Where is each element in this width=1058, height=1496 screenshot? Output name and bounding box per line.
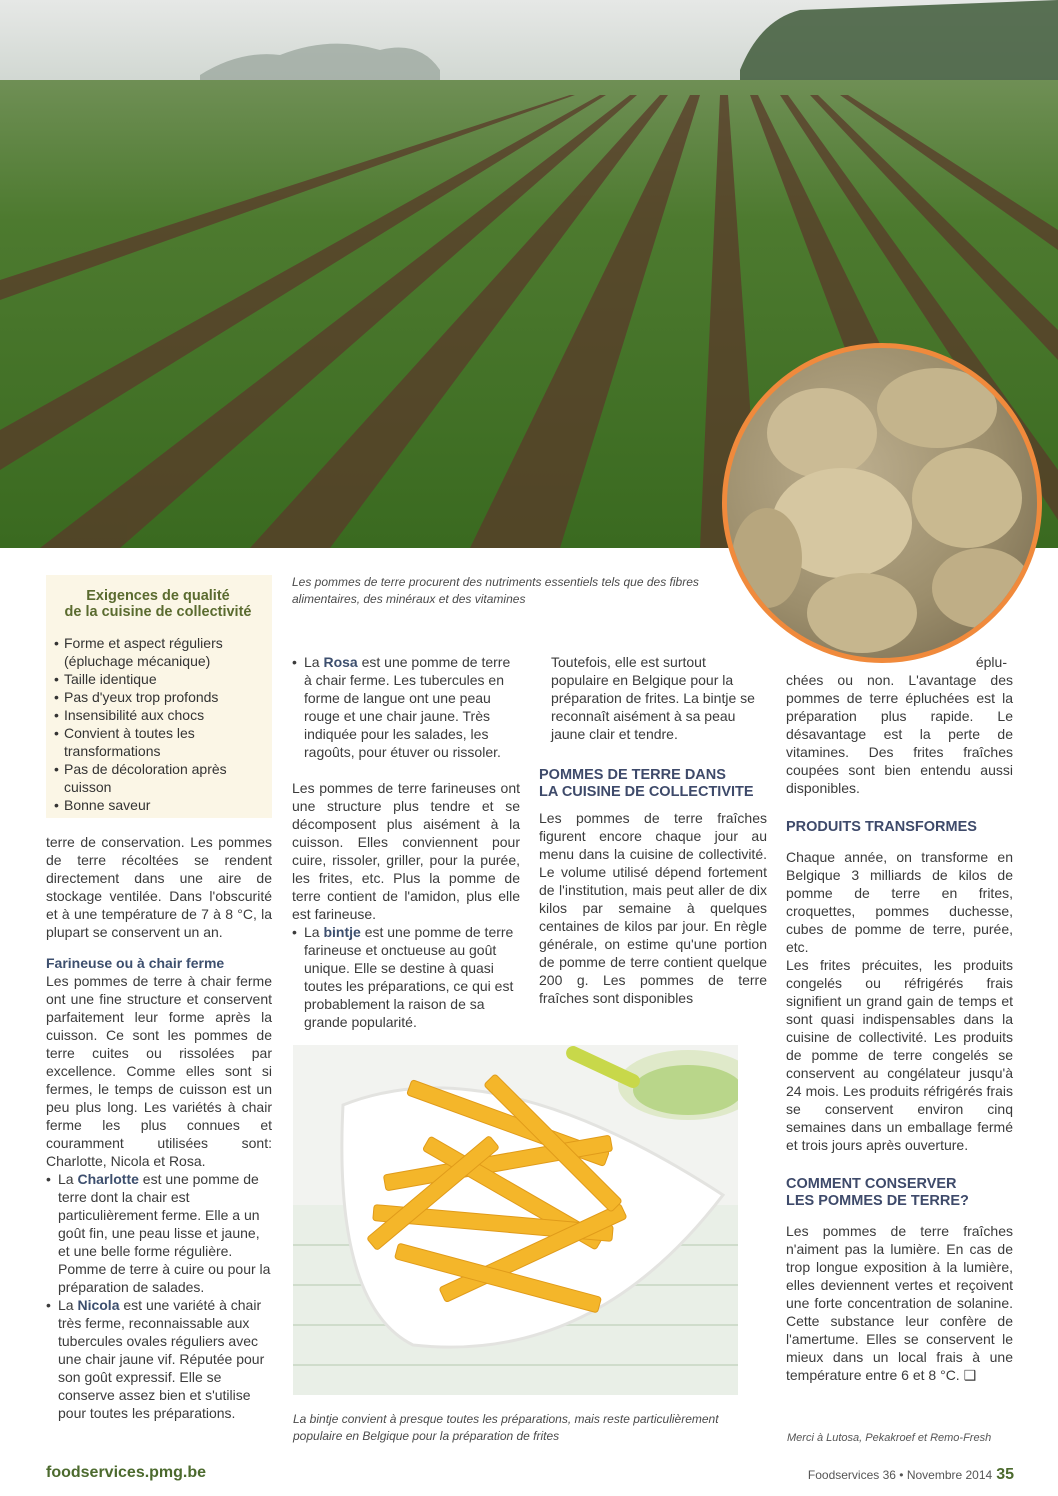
col2-bullet-rosa: • La Rosa est une pomme de terre à chair ferme. Les tubercules en forme de langue ont une peau rouge et une chair jaune. Très indiquée pour les salades, les ragoûts, pour étuver ou rissoler. <box>292 654 511 760</box>
col4-intro-a: éplu- <box>975 654 1007 670</box>
col1-bullet-charlotte: • La Charlotte est une pomme de terre dont la chair est particulièrement ferme. Elle a un goût fin, une peau lisse et jaune, et une belle forme régulière. Pomme de terre à cuire ou pour la préparation de salades. <box>46 1171 271 1295</box>
page-number: 35 <box>996 1466 1014 1483</box>
box-title: Exigences de qualité de la cuisine de collectivité <box>64 588 252 620</box>
col3-heading: POMMES DE TERRE DANS LA CUISINE DE COLLECTIVITE <box>539 767 754 800</box>
col2-para: Les pommes de terre farineuses ont une structure plus tendre et se décomposent plus aisément à la cuisson. Elles conviennent pour cuire, rissoler, griller, pour la purée, les frites, etc. Plus la pomme de terre contient de l'amidon, plus elle est farineuse. <box>292 780 520 922</box>
list-item: • Pas de décoloration après cuisson <box>54 760 262 796</box>
list-item: • Taille identique <box>54 670 262 688</box>
potatoes-photo <box>722 343 1042 663</box>
fries-photo <box>293 1045 738 1395</box>
photo-caption-bottom: La bintje convient à presque toutes les préparations, mais reste particulièrement populaire en Belgique pour la préparation de frites <box>293 1412 719 1443</box>
col1-heading: Farineuse ou à chair ferme <box>46 955 225 971</box>
footer-issue: Foodservices 36 • Novembre 2014 35 <box>807 1466 1014 1483</box>
col2-bullet-bintje: • La bintje est une pomme de terre farineuse et onctueuse au goût unique. Elle se destine à quasi toutes les préparations, ce qui est probablement la raison de sa grande popularité. <box>292 924 514 1030</box>
column-1 <box>46 833 272 1422</box>
col4-intro-b: chées ou non. L'avantage des pommes de terre épluchées est la préparation plus rapide. Le désavantage est la perte de vitamines. Des frites fraîches coupées sont bien entendu aussi disponibles. <box>786 672 1013 796</box>
list-item: • Insensibilité aux chocs <box>54 706 262 724</box>
column-2 <box>292 653 520 1031</box>
column-4 <box>786 653 1013 1384</box>
credit-note: Merci à Lutosa, Pekakroef et Remo-Fresh <box>787 1432 992 1444</box>
fries-illustration <box>293 1045 738 1395</box>
list-item: • Convient à toutes les transformations <box>54 724 262 760</box>
potatoes-illustration <box>727 348 1042 663</box>
col3-para: Les pommes de terre fraîches figurent encore chaque jour au menu dans la cuisine de collectivité. Le volume utilisé dépend fortement de l'institution, mais peut aller de dix kilos par semaine à quelques centaines de kilos par jour. En règle générale, on estime qu'une portion de pomme de terre contient quelque 200 g. Les pommes de terre fraîches sont disponibles <box>539 810 767 1006</box>
col4-para3: Les pommes de terre fraîches n'aiment pas la lumière. En cas de trop longue exposition à la lumière, elles deviennent vertes et reçoivent une forte concentration de solanine. Cette substance leur confère de l'amertume. Elles se conservent le mieux dans un local frais à une température entre 6 et 8 °C. ❑ <box>786 1223 1013 1383</box>
requirements-list <box>54 634 262 814</box>
col4-heading-storage: COMMENT CONSERVER LES POMMES DE TERRE? <box>786 1176 969 1209</box>
col4-para1: Chaque année, on transforme en Belgique 3 milliards de kilos de pomme de terre en frites, croquettes, pommes duchesse, cubes de pomme de terre, purée, etc. <box>786 849 1013 955</box>
col1-bullet-nicola: • La Nicola est une variété à chair très ferme, reconnaissable aux tubercules ovales réguliers avec une chair jaune vif. Réputée pour son goût expressif. Elle se conserve assez bien et s'utilise pour toutes les préparations. <box>46 1297 265 1421</box>
col4-para2: Les frites précuites, les produits congelés ou réfrigérés frais signifient un grand gain de temps et sont quasi indispensables dans la cuisine de collectivité. Les produits de pomme de terre congelés se conservent au congélateur jusqu'à 24 mois. Les produits réfrigérés frais se conservent environ cinq semaines dans un emballage fermé et trois jours après ouverture. <box>786 957 1013 1153</box>
photo-caption-top: Les pommes de terre procurent des nutriments essentiels tels que des fibres alimentaires, des minéraux et des vitamines <box>292 575 699 606</box>
col1-para: Les pommes de terre à chair ferme ont une fine structure et conservent parfaitement leur forme après la cuisson. Ce sont les pommes de terre cuites ou rissolées par excellence. Comme elles sont si fermes, le temps de cuisson est un peu plus long. Les variétés à chair ferme les plus connues et couramment utilisées sont: Charlotte, Nicola et Rosa. <box>46 973 272 1169</box>
list-item: • Pas d'yeux trop profonds <box>54 688 262 706</box>
list-item: • Forme et aspect réguliers (épluchage mécanique) <box>54 634 262 670</box>
column-3 <box>539 653 767 1007</box>
list-item: • Bonne saveur <box>54 796 262 814</box>
col1-intro: terre de conservation. Les pommes de terre récoltées se rendent directement dans une aire de stockage ventilée. Dans l'obscurité et à une température de 7 à 8 °C, la plupart se conservent un an. <box>46 834 272 940</box>
col4-heading-products: PRODUITS TRANSFORMES <box>786 819 977 835</box>
quality-requirements-box <box>46 575 272 818</box>
col3-intro: Toutefois, elle est surtout populaire en Belgique pour la préparation de frites. La bintje se reconnaît aisément à sa peau jaune clair et tendre. <box>551 654 755 742</box>
footer-website: foodservices.pmg.be <box>46 1464 207 1481</box>
